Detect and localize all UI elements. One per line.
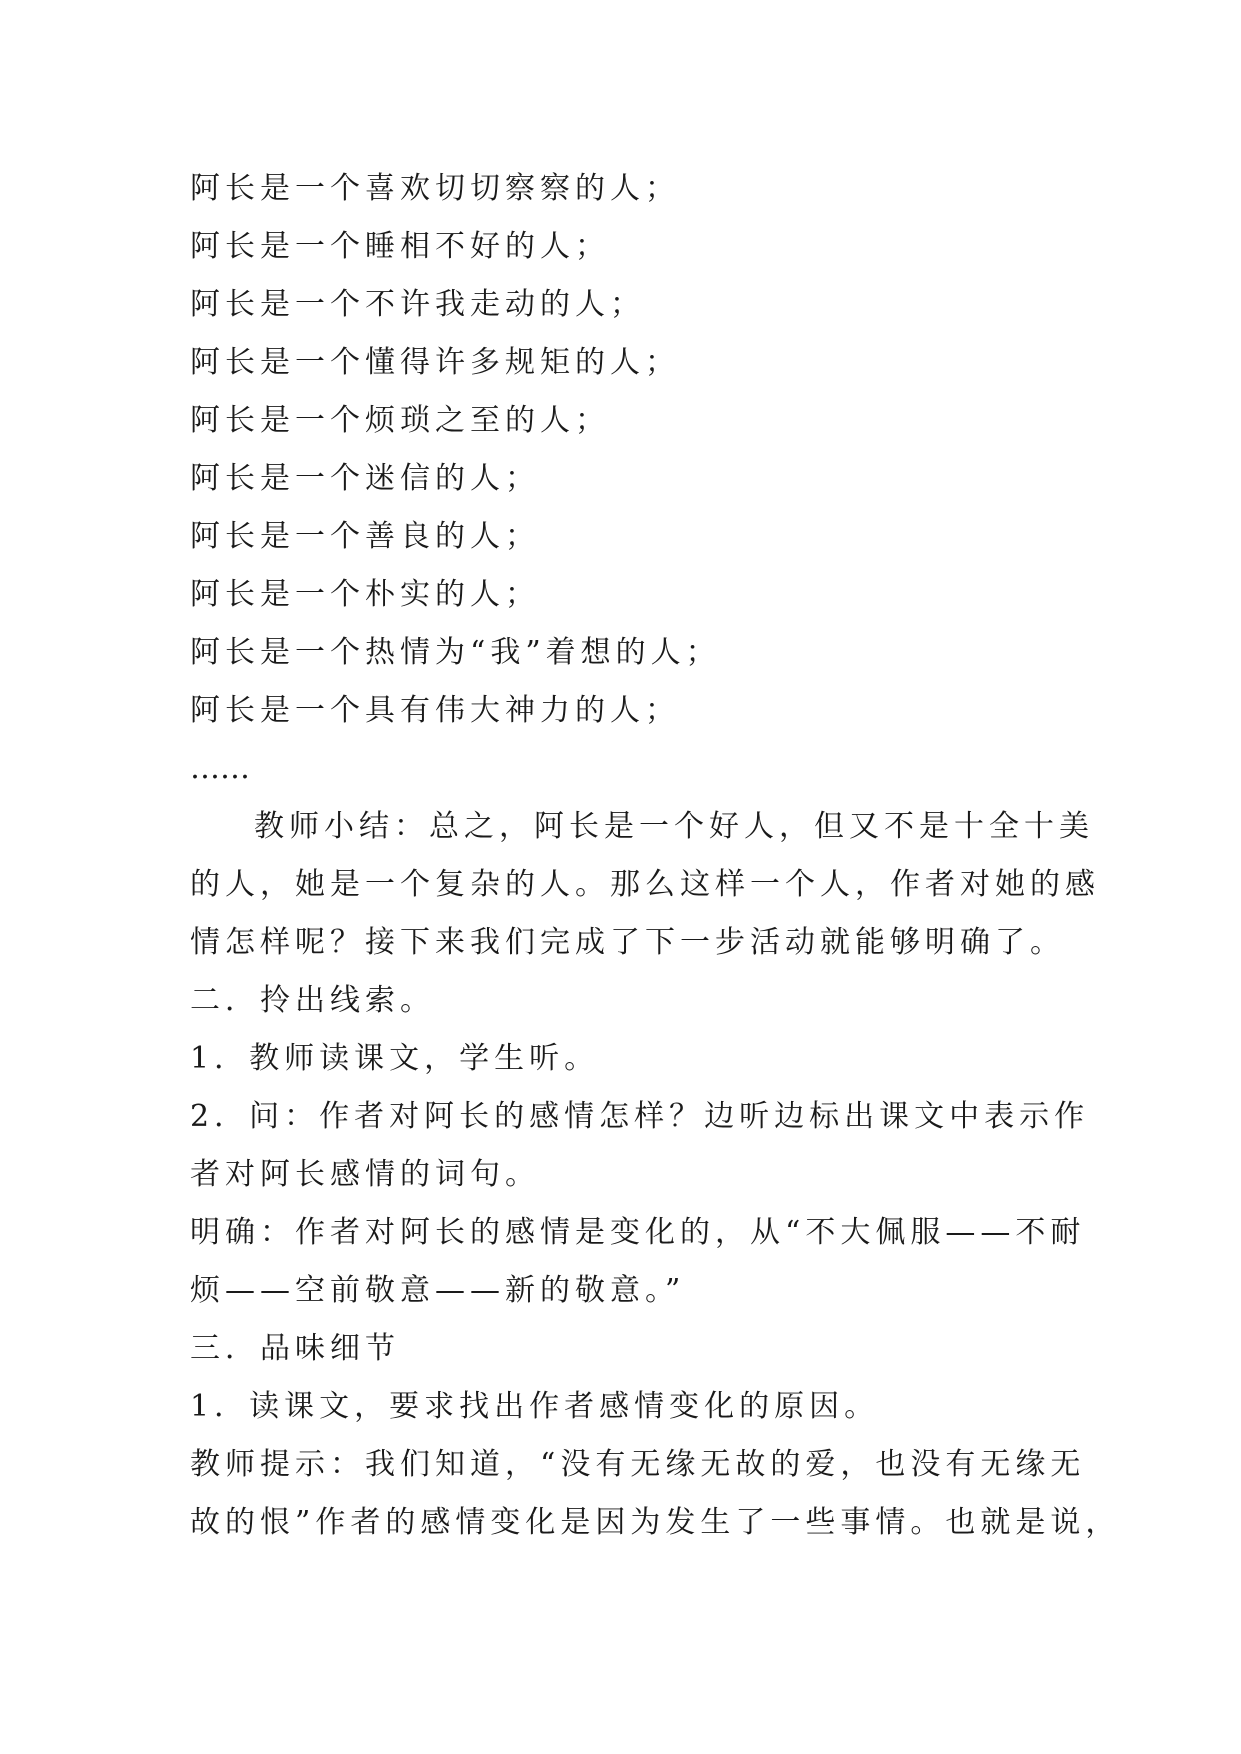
text-line: 阿长是一个喜欢切切察察的人； [190,171,680,206]
teacher-hint-line: 教师提示：我们知道，“没有无缘无故的爱，也没有无缘无 [190,1447,1086,1482]
numbered-item: 2．问：作者对阿长的感情怎样？边听边标出课文中表示作 [190,1099,1090,1134]
summary-paragraph-line: 情怎样呢？接下来我们完成了下一步活动就能够明确了。 [190,925,1065,960]
text-line: 阿长是一个懂得许多规矩的人； [190,345,680,380]
text-line: 阿长是一个睡相不好的人； [190,229,610,264]
text-line: 阿长是一个朴实的人； [190,577,540,612]
text-line: 阿长是一个不许我走动的人； [190,287,645,322]
document-body [190,160,1121,1552]
ellipsis-line: …… [190,751,250,786]
teacher-hint-line: 故的恨”作者的感情变化是因为发生了一些事情。也就是说， [190,1505,1121,1540]
section-heading: 二．拎出线索。 [190,983,435,1018]
summary-paragraph-line: 教师小结：总之，阿长是一个好人，但又不是十全十美 [254,809,1094,844]
numbered-item: 1．读课文，要求找出作者感情变化的原因。 [190,1389,880,1424]
text-line: 阿长是一个烦琐之至的人； [190,403,610,438]
text-line: 阿长是一个热情为“我”着想的人； [190,635,721,670]
numbered-item: 1．教师读课文，学生听。 [190,1041,600,1076]
text-line: 阿长是一个迷信的人； [190,461,540,496]
summary-paragraph-line: 的人，她是一个复杂的人。那么这样一个人，作者对她的感 [190,867,1100,902]
text-line: 阿长是一个善良的人； [190,519,540,554]
clarification-line: 烦——空前敬意——新的敬意。” [190,1273,686,1308]
section-heading: 三．品味细节 [190,1331,400,1366]
numbered-item-continuation: 者对阿长感情的词句。 [190,1157,540,1192]
text-line: 阿长是一个具有伟大神力的人； [190,693,680,728]
clarification-line: 明确：作者对阿长的感情是变化的，从“不大佩服——不耐 [190,1215,1086,1250]
